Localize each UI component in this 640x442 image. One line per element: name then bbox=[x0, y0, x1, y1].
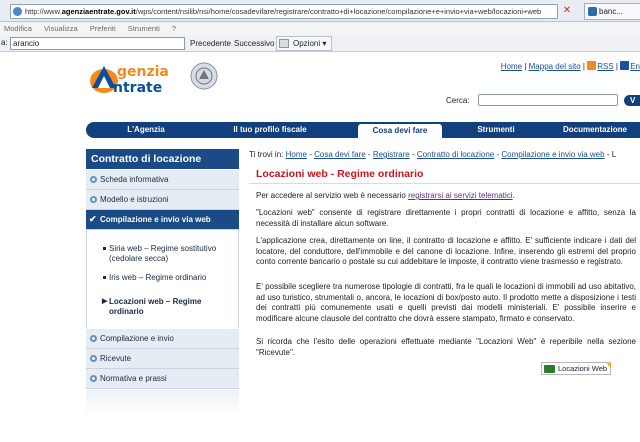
breadcrumb-compilazione[interactable]: Compilazione e invio via web bbox=[501, 150, 605, 159]
breadcrumb-registrare[interactable]: Registrare bbox=[372, 150, 410, 159]
find-input[interactable]: arancio bbox=[10, 37, 185, 50]
title-divider bbox=[249, 183, 640, 184]
search-button[interactable]: V bbox=[624, 95, 640, 106]
rss-icon bbox=[587, 61, 596, 70]
sidebar-item-label: Ricevute bbox=[100, 354, 132, 363]
bullet-icon bbox=[90, 375, 97, 382]
sidebar-item-scheda[interactable] bbox=[86, 170, 239, 190]
breadcrumb-separator: - bbox=[606, 150, 610, 159]
tab-favicon-icon bbox=[588, 7, 597, 16]
browser-tab[interactable] bbox=[584, 3, 640, 20]
browser-menu-bar bbox=[0, 22, 640, 35]
tab-label: banc... bbox=[599, 7, 624, 16]
submenu-item-siria[interactable] bbox=[109, 244, 234, 264]
bullet-icon bbox=[90, 176, 97, 183]
paragraph-contract-types: E' possibile scegliere tra numerose tipologie di contratti, fra le quali le locazioni di immobili ad uso abitativo, ad uso turistico, strumentali o, ancora, le locazioni di box/posto auto. Il prodotto mette a disposizione i testi dei contratti più comunemente usati e quelli previsti dai modelli ministeriali. E' possibile inserire e modificare alcune clausole del contratto che dovrà essere stampato, firmato e conservato. bbox=[256, 282, 636, 323]
separator: | bbox=[582, 62, 585, 71]
check-icon: ✔ bbox=[89, 214, 97, 224]
home-link[interactable]: Home bbox=[500, 62, 523, 71]
utility-links bbox=[501, 61, 640, 71]
paragraph-intro: "Locazioni web" consente di registrare direttamente i propri contratti di locazione e affitto, senza la necessità di installare alcun software. bbox=[256, 208, 636, 228]
submenu-item-label: Siria web – Regime sostitutivo (cedolare secca) bbox=[109, 244, 217, 263]
menu-strumenti[interactable]: Strumenti bbox=[127, 24, 160, 33]
sidebar-item-label: Modello e istruzioni bbox=[100, 195, 169, 204]
paragraph-receipts: Si ricorda che l'esito delle operazioni effettuate mediante "Locazioni Web" è reperibile nella sezione "Ricevute". bbox=[256, 337, 636, 357]
sidebar-title: Contratto di locazione bbox=[86, 149, 239, 169]
sidebar-item-normativa[interactable] bbox=[86, 369, 239, 389]
chevron-down-icon: ▾ bbox=[322, 39, 327, 48]
breadcrumb-home[interactable]: Home bbox=[285, 150, 307, 159]
breadcrumb-separator: - bbox=[309, 150, 312, 159]
sidebar-item-label: Normativa e prassi bbox=[100, 374, 167, 383]
submenu-item-iris[interactable] bbox=[109, 273, 234, 283]
browser-address-bar bbox=[0, 0, 640, 22]
star-icon: ★ bbox=[605, 360, 613, 369]
sidebar-item-label: Scheda informativa bbox=[100, 175, 169, 184]
square-bullet-icon bbox=[103, 247, 106, 250]
sidebar bbox=[86, 149, 239, 418]
flag-icon bbox=[620, 61, 629, 70]
find-options-button[interactable] bbox=[276, 36, 332, 51]
url-domain: agenziaentrate.gov.it bbox=[61, 7, 136, 16]
logo-text-bottom: ntrate bbox=[113, 80, 163, 96]
rss-link[interactable]: RSS bbox=[597, 62, 614, 71]
breadcrumb-separator: - bbox=[367, 150, 371, 159]
main-nav bbox=[86, 122, 640, 138]
find-bar bbox=[0, 35, 640, 52]
tab-agenzia[interactable]: L'Agenzia bbox=[127, 125, 165, 134]
paragraph-application: L'applicazione crea, direttamente on line, il contratto di locazione e affitto. E' sufficiente indicare i dati del locatore, del conduttore, dell'immobile e del canone di locazione. Infine, inserendo gli estremi del proprio conto corrente bancario o postale su cui addebitare le imposte, il contratto viene trasmesso e registrato. bbox=[256, 236, 636, 267]
search-label: Cerca: bbox=[446, 96, 470, 105]
bullet-icon bbox=[90, 355, 97, 362]
sidebar-item-label: Compilazione e invio via web bbox=[100, 215, 211, 224]
tab-profilo-fiscale[interactable]: Il tuo profilo fiscale bbox=[233, 125, 307, 134]
find-next-button[interactable]: Successivo bbox=[234, 39, 275, 48]
submenu-item-locazioni[interactable] bbox=[102, 297, 234, 317]
find-previous-button[interactable]: Precedente bbox=[190, 39, 231, 48]
page-title: Locazioni web - Regime ordinario bbox=[256, 168, 424, 180]
breadcrumb-separator: - bbox=[411, 150, 415, 159]
menu-preferiti[interactable]: Preferiti bbox=[89, 24, 116, 33]
locazioni-web-button-label: Locazioni Web bbox=[558, 364, 608, 373]
breadcrumb-cosa-devi-fare[interactable]: Cosa devi fare bbox=[314, 150, 366, 159]
register-link[interactable]: registrarsi ai servizi telematici bbox=[408, 191, 513, 200]
submenu-item-label: Iris web – Regime ordinario bbox=[109, 273, 207, 282]
menu-help[interactable]: ? bbox=[171, 24, 177, 33]
sidebar-submenu bbox=[86, 230, 239, 328]
square-bullet-icon bbox=[103, 276, 106, 279]
submenu-item-label: Locazioni web – Regime ordinario bbox=[109, 297, 202, 316]
menu-visualizza[interactable]: Visualizza bbox=[44, 24, 78, 33]
menu-modifica[interactable]: Modifica bbox=[4, 24, 32, 33]
paragraph-access bbox=[256, 191, 636, 202]
separator: | bbox=[615, 62, 618, 71]
paragraph-text: . bbox=[512, 191, 515, 200]
agenzia-entrate-logo[interactable] bbox=[86, 58, 226, 102]
options-icon bbox=[279, 39, 289, 48]
url-prefix: http://www. bbox=[25, 7, 62, 16]
url-path: /wps/content/nsilib/nsi/home/cosadevifare/registrare/contratto+di+locazione/compilazione+e+invio+via+web/locazioni+web bbox=[135, 7, 542, 16]
sidebar-footer bbox=[86, 390, 239, 418]
arrow-right-icon: ▶ bbox=[102, 298, 108, 305]
tab-cosa-devi-fare[interactable]: Cosa devi fare bbox=[358, 124, 442, 138]
tab-strumenti[interactable]: Strumenti bbox=[477, 125, 515, 134]
url-field[interactable] bbox=[10, 4, 558, 19]
breadcrumb bbox=[249, 150, 640, 159]
tab-documentazione[interactable]: Documentazione bbox=[562, 125, 627, 134]
sidebar-item-compilazione-web[interactable] bbox=[86, 210, 239, 230]
app-icon bbox=[544, 365, 555, 373]
english-link[interactable]: En bbox=[630, 62, 640, 71]
breadcrumb-contratto[interactable]: Contratto di locazione bbox=[416, 150, 495, 159]
breadcrumb-prefix: Ti trovi in: bbox=[249, 150, 284, 159]
globe-icon bbox=[13, 7, 22, 16]
breadcrumb-current: L bbox=[611, 150, 617, 159]
site-map-link[interactable]: Mappa del sito bbox=[528, 62, 581, 71]
find-options-label: Opzioni bbox=[293, 39, 321, 48]
bullet-icon bbox=[90, 335, 97, 342]
sidebar-item-modello[interactable] bbox=[86, 190, 239, 210]
breadcrumb-separator: - bbox=[496, 150, 500, 159]
locazioni-web-button[interactable] bbox=[541, 362, 611, 375]
stop-icon[interactable]: ✕ bbox=[562, 5, 572, 16]
sidebar-item-ricevute[interactable] bbox=[86, 349, 239, 369]
logo-text-top: genzia bbox=[117, 64, 169, 80]
find-label: a: bbox=[1, 38, 8, 47]
sidebar-item-compilazione-invio[interactable] bbox=[86, 329, 239, 349]
paragraph-text: Per accedere al servizio web è necessario bbox=[256, 191, 409, 200]
sidebar-item-label: Compilazione e invio bbox=[100, 334, 174, 343]
bullet-icon bbox=[90, 196, 97, 203]
separator: | bbox=[524, 62, 527, 71]
search-input[interactable] bbox=[478, 94, 618, 106]
